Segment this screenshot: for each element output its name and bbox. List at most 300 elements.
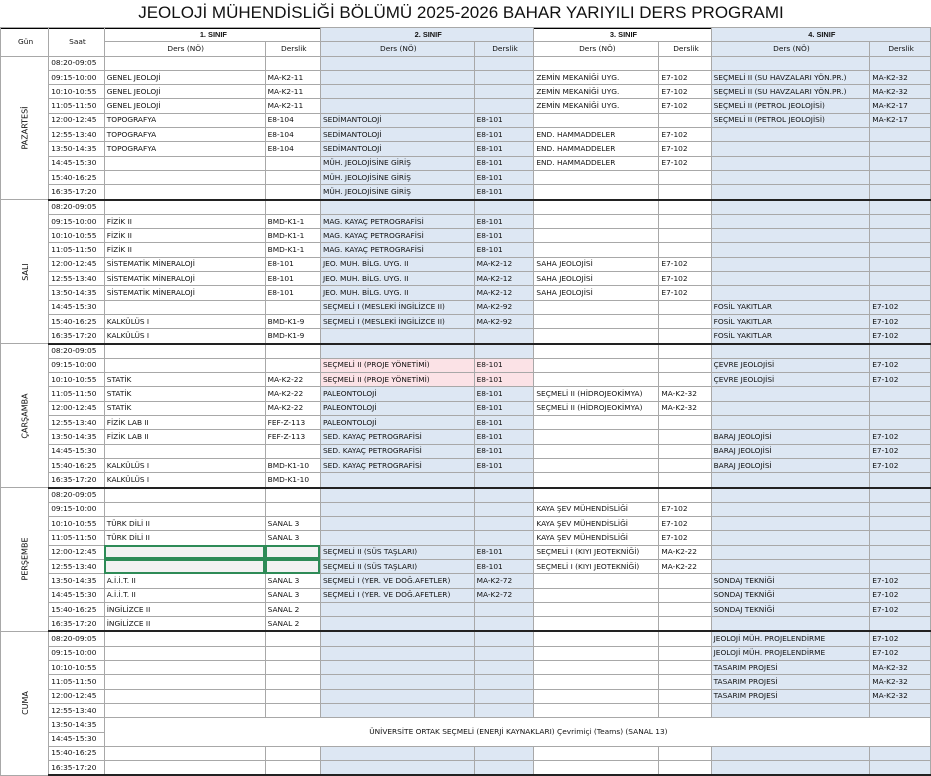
course-cell[interactable] <box>320 488 474 503</box>
time-slot[interactable]: 12:00-12:45 <box>49 113 105 127</box>
course-cell[interactable] <box>711 473 870 488</box>
day-label[interactable] <box>1 631 49 775</box>
room-cell[interactable]: MA-K2-32 <box>870 70 931 84</box>
time-slot[interactable]: 11:05-11:50 <box>49 531 105 545</box>
course-cell[interactable] <box>711 142 870 156</box>
room-cell[interactable]: E7-102 <box>659 517 711 531</box>
course-cell[interactable] <box>711 502 870 516</box>
room-cell[interactable] <box>659 373 711 387</box>
course-cell[interactable]: TOPOGRAFYA <box>104 113 265 127</box>
course-cell[interactable] <box>320 502 474 516</box>
course-cell[interactable]: FİZİK LAB II <box>104 430 265 444</box>
course-cell[interactable]: SEDİMANTOLOJİ <box>320 113 474 127</box>
room-cell[interactable] <box>870 272 931 286</box>
course-cell[interactable] <box>320 746 474 760</box>
time-slot[interactable]: 12:00-12:45 <box>49 545 105 559</box>
room-cell[interactable]: E7-102 <box>659 85 711 99</box>
room-cell[interactable]: MA-K2-32 <box>870 85 931 99</box>
course-cell[interactable] <box>320 617 474 632</box>
course-cell[interactable]: SEÇMELİ II (SU HAVZALARI YÖN.PR.) <box>711 70 870 84</box>
room-cell[interactable] <box>265 488 320 503</box>
course-cell[interactable] <box>534 689 659 703</box>
room-cell[interactable] <box>870 416 931 430</box>
room-cell[interactable] <box>659 358 711 372</box>
course-cell[interactable]: SAHA JEOLOJİSİ <box>534 286 659 300</box>
time-slot[interactable]: 13:50-14:35 <box>49 430 105 444</box>
course-cell[interactable] <box>320 344 474 359</box>
course-cell[interactable]: SİSTEMATİK MİNERALOJİ <box>104 286 265 300</box>
room-cell[interactable] <box>870 214 931 228</box>
course-cell[interactable]: SEÇMELİ I (YER. VE DOĞ.AFETLER) <box>320 574 474 588</box>
room-cell[interactable] <box>474 473 534 488</box>
course-cell[interactable]: FİZİK II <box>104 229 265 243</box>
course-cell[interactable] <box>711 761 870 776</box>
day-label[interactable] <box>1 488 49 632</box>
course-cell[interactable] <box>104 631 265 646</box>
course-cell[interactable] <box>711 746 870 760</box>
course-cell[interactable]: TOPOGRAFYA <box>104 128 265 142</box>
room-cell[interactable]: E8-101 <box>474 430 534 444</box>
day-label[interactable] <box>1 56 49 199</box>
room-cell[interactable]: SANAL 3 <box>265 574 320 588</box>
time-slot[interactable]: 10:10-10:55 <box>49 85 105 99</box>
room-cell[interactable] <box>870 502 931 516</box>
room-cell[interactable] <box>870 531 931 545</box>
time-slot[interactable]: 12:00-12:45 <box>49 401 105 415</box>
room-cell[interactable]: SANAL 3 <box>265 588 320 602</box>
time-slot[interactable]: 12:00-12:45 <box>49 689 105 703</box>
room-cell[interactable] <box>474 344 534 359</box>
room-cell[interactable] <box>265 56 320 70</box>
time-slot[interactable]: 16:35-17:20 <box>49 761 105 776</box>
room-cell[interactable]: E8-101 <box>474 401 534 415</box>
course-cell[interactable]: TÜRK DİLİ II <box>104 531 265 545</box>
room-cell[interactable] <box>870 243 931 257</box>
course-cell[interactable] <box>711 229 870 243</box>
time-slot[interactable]: 16:35-17:20 <box>49 617 105 632</box>
course-cell[interactable] <box>711 517 870 531</box>
time-slot[interactable]: 15:40-16:25 <box>49 458 105 472</box>
course-cell[interactable] <box>104 689 265 703</box>
room-cell[interactable]: MA-K2-22 <box>265 387 320 401</box>
room-cell[interactable]: BMD-K1-1 <box>265 229 320 243</box>
course-cell[interactable]: SED. KAYAÇ PETROGRAFİSİ <box>320 458 474 472</box>
course-cell[interactable]: SİSTEMATİK MİNERALOJİ <box>104 272 265 286</box>
course-cell[interactable]: PALEONTOLOJİ <box>320 416 474 430</box>
room-cell[interactable]: E7-102 <box>659 272 711 286</box>
room-cell[interactable]: E7-102 <box>870 574 931 588</box>
room-cell[interactable]: E8-101 <box>474 458 534 472</box>
room-cell[interactable] <box>265 631 320 646</box>
course-cell[interactable]: SEÇMELİ I (MESLEKİ İNGİLİZCE II) <box>320 314 474 328</box>
course-cell[interactable] <box>104 200 265 215</box>
course-cell[interactable]: SEÇMELİ II (PETROL JEOLOJİSİ) <box>711 99 870 113</box>
time-slot[interactable]: 16:35-17:20 <box>49 185 105 200</box>
room-cell[interactable]: E7-102 <box>659 531 711 545</box>
room-cell[interactable]: E7-102 <box>870 430 931 444</box>
course-cell[interactable] <box>534 574 659 588</box>
course-cell[interactable]: MAG. KAYAÇ PETROGRAFİSİ <box>320 243 474 257</box>
course-cell[interactable] <box>320 329 474 344</box>
room-cell[interactable] <box>265 675 320 689</box>
course-cell[interactable] <box>534 314 659 328</box>
course-cell[interactable] <box>104 661 265 675</box>
course-cell[interactable] <box>711 156 870 170</box>
room-cell[interactable]: E7-102 <box>659 99 711 113</box>
room-cell[interactable]: E7-102 <box>870 329 931 344</box>
time-slot[interactable]: 12:00-12:45 <box>49 257 105 271</box>
room-cell[interactable]: E7-102 <box>870 631 931 646</box>
time-slot[interactable]: 08:20-09:05 <box>49 631 105 646</box>
room-cell[interactable]: E8-101 <box>265 272 320 286</box>
room-cell[interactable]: MA-K2-22 <box>659 559 711 573</box>
room-cell[interactable]: E8-101 <box>474 416 534 430</box>
room-cell[interactable] <box>474 661 534 675</box>
room-cell[interactable]: E8-104 <box>265 113 320 127</box>
course-cell[interactable] <box>320 631 474 646</box>
room-cell[interactable]: MA-K2-32 <box>870 675 931 689</box>
room-cell[interactable] <box>659 458 711 472</box>
time-slot[interactable]: 10:10-10:55 <box>49 229 105 243</box>
course-cell[interactable] <box>534 214 659 228</box>
room-cell[interactable] <box>870 488 931 503</box>
time-slot[interactable]: 10:10-10:55 <box>49 661 105 675</box>
course-cell[interactable] <box>534 358 659 372</box>
room-cell[interactable]: SANAL 2 <box>265 602 320 616</box>
time-slot[interactable]: 11:05-11:50 <box>49 675 105 689</box>
course-cell[interactable]: SEÇMELİ II (SÜS TAŞLARI) <box>320 559 474 573</box>
time-slot[interactable]: 08:20-09:05 <box>49 200 105 215</box>
course-cell[interactable]: SONDAJ TEKNİĞİ <box>711 574 870 588</box>
room-cell[interactable]: MA-K2-12 <box>474 286 534 300</box>
course-cell[interactable] <box>534 761 659 776</box>
course-cell[interactable]: GENEL JEOLOJİ <box>104 85 265 99</box>
room-cell[interactable] <box>659 56 711 70</box>
course-cell[interactable] <box>711 401 870 415</box>
time-slot[interactable]: 14:45-15:30 <box>49 156 105 170</box>
course-cell[interactable]: ÇEVRE JEOLOJİSİ <box>711 358 870 372</box>
course-cell[interactable] <box>320 56 474 70</box>
course-cell[interactable]: SAHA JEOLOJİSİ <box>534 257 659 271</box>
time-slot[interactable]: 15:40-16:25 <box>49 170 105 184</box>
time-slot[interactable]: 12:55-13:40 <box>49 703 105 717</box>
course-cell[interactable]: GENEL JEOLOJİ <box>104 99 265 113</box>
course-cell[interactable]: KALKÜLÜS I <box>104 473 265 488</box>
room-cell[interactable] <box>870 703 931 717</box>
course-cell[interactable] <box>104 488 265 503</box>
course-cell[interactable]: MAG. KAYAÇ PETROGRAFİSİ <box>320 214 474 228</box>
room-cell[interactable]: E7-102 <box>870 602 931 616</box>
room-cell[interactable]: BMD-K1-9 <box>265 314 320 328</box>
room-cell[interactable]: E8-101 <box>474 142 534 156</box>
course-cell[interactable] <box>711 617 870 632</box>
course-cell[interactable]: SEÇMELİ II (SÜS TAŞLARI) <box>320 545 474 559</box>
room-cell[interactable] <box>474 200 534 215</box>
friday-note-cell[interactable]: ÜNİVERSİTE ORTAK SEÇMELİ (ENERJİ KAYNAKLARI) Çevrimiçi (Teams) (SANAL 13) <box>104 718 930 747</box>
room-cell[interactable] <box>474 617 534 632</box>
course-cell[interactable] <box>711 243 870 257</box>
course-cell[interactable] <box>320 200 474 215</box>
room-cell[interactable]: E8-101 <box>474 214 534 228</box>
room-cell[interactable] <box>870 128 931 142</box>
room-cell[interactable]: SANAL 2 <box>265 617 320 632</box>
room-cell[interactable]: MA-K2-12 <box>474 272 534 286</box>
course-cell[interactable]: SEÇMELİ II (HİDROJEOKİMYA) <box>534 387 659 401</box>
course-cell[interactable] <box>104 185 265 200</box>
room-cell[interactable] <box>474 85 534 99</box>
course-cell[interactable]: END. HAMMADDELER <box>534 128 659 142</box>
room-cell[interactable]: E7-102 <box>659 502 711 516</box>
room-cell[interactable]: MA-K2-32 <box>870 661 931 675</box>
room-cell[interactable] <box>659 170 711 184</box>
room-cell[interactable] <box>474 329 534 344</box>
course-cell[interactable]: SEDİMANTOLOJİ <box>320 142 474 156</box>
room-cell[interactable] <box>659 574 711 588</box>
room-cell[interactable] <box>265 646 320 660</box>
room-cell[interactable] <box>474 502 534 516</box>
room-cell[interactable]: BMD-K1-1 <box>265 243 320 257</box>
course-cell[interactable] <box>534 444 659 458</box>
course-cell[interactable]: SEÇMELİ I (YER. VE DOĞ.AFETLER) <box>320 588 474 602</box>
room-cell[interactable] <box>474 703 534 717</box>
course-cell[interactable]: FİZİK II <box>104 243 265 257</box>
course-cell[interactable] <box>534 473 659 488</box>
room-cell[interactable] <box>474 99 534 113</box>
course-cell[interactable] <box>534 488 659 503</box>
time-slot[interactable]: 09:15-10:00 <box>49 646 105 660</box>
room-cell[interactable] <box>659 185 711 200</box>
course-cell[interactable] <box>320 689 474 703</box>
course-cell[interactable]: KALKÜLÜS I <box>104 458 265 472</box>
room-cell[interactable] <box>474 56 534 70</box>
course-cell[interactable] <box>320 473 474 488</box>
room-cell[interactable] <box>474 70 534 84</box>
course-cell[interactable]: FOSİL YAKITLAR <box>711 314 870 328</box>
course-cell[interactable]: STATİK <box>104 373 265 387</box>
room-cell[interactable]: E7-102 <box>659 156 711 170</box>
time-slot[interactable]: 09:15-10:00 <box>49 70 105 84</box>
room-cell[interactable] <box>265 200 320 215</box>
room-cell[interactable] <box>870 286 931 300</box>
course-cell[interactable] <box>534 746 659 760</box>
course-cell[interactable] <box>104 761 265 776</box>
room-cell[interactable] <box>659 113 711 127</box>
course-cell[interactable]: SONDAJ TEKNİĞİ <box>711 588 870 602</box>
course-cell[interactable] <box>104 675 265 689</box>
room-cell[interactable]: E7-102 <box>659 257 711 271</box>
course-cell[interactable]: BARAJ JEOLOJİSİ <box>711 458 870 472</box>
course-cell[interactable] <box>534 416 659 430</box>
course-cell[interactable]: SEÇMELİ II (PROJE YÖNETİMİ) <box>320 358 474 372</box>
time-slot[interactable]: 14:45-15:30 <box>49 732 105 746</box>
room-cell[interactable]: FEF-Z-113 <box>265 430 320 444</box>
course-cell[interactable]: SEÇMELİ I (KIYI JEOTEKNİĞİ) <box>534 559 659 573</box>
room-cell[interactable] <box>265 689 320 703</box>
course-cell[interactable]: MÜH. JEOLOJİSİNE GİRİŞ <box>320 156 474 170</box>
time-slot[interactable]: 12:55-13:40 <box>49 416 105 430</box>
course-cell[interactable] <box>534 661 659 675</box>
course-cell[interactable]: KAYA ŞEV MÜHENDİSLİĞİ <box>534 531 659 545</box>
time-slot[interactable]: 09:15-10:00 <box>49 358 105 372</box>
course-cell[interactable]: İNGİLİZCE II <box>104 602 265 616</box>
course-cell[interactable] <box>534 344 659 359</box>
room-cell[interactable]: MA-K2-92 <box>474 314 534 328</box>
room-cell[interactable] <box>659 329 711 344</box>
room-cell[interactable]: MA-K2-72 <box>474 588 534 602</box>
room-cell[interactable]: E8-101 <box>474 170 534 184</box>
room-cell[interactable] <box>265 156 320 170</box>
room-cell[interactable] <box>870 746 931 760</box>
room-cell[interactable]: E7-102 <box>870 300 931 314</box>
room-cell[interactable]: BMD-K1-10 <box>265 458 320 472</box>
room-cell[interactable] <box>265 300 320 314</box>
time-slot[interactable]: 12:55-13:40 <box>49 559 105 573</box>
room-cell[interactable]: E8-101 <box>474 243 534 257</box>
room-cell[interactable]: E8-104 <box>265 128 320 142</box>
room-cell[interactable]: MA-K2-22 <box>659 545 711 559</box>
course-cell[interactable] <box>534 200 659 215</box>
course-cell[interactable] <box>320 661 474 675</box>
course-cell[interactable] <box>534 113 659 127</box>
course-cell[interactable]: TASARIM PROJESİ <box>711 689 870 703</box>
course-cell[interactable]: PALEONTOLOJİ <box>320 401 474 415</box>
room-cell[interactable] <box>265 170 320 184</box>
course-cell[interactable]: SEÇMELİ I (KIYI JEOTEKNİĞİ) <box>534 545 659 559</box>
time-slot[interactable]: 13:50-14:35 <box>49 286 105 300</box>
course-cell[interactable]: TASARIM PROJESİ <box>711 661 870 675</box>
time-slot[interactable]: 10:10-10:55 <box>49 517 105 531</box>
room-cell[interactable]: FEF-Z-113 <box>265 416 320 430</box>
room-cell[interactable]: E8-104 <box>265 142 320 156</box>
time-slot[interactable]: 12:55-13:40 <box>49 128 105 142</box>
time-slot[interactable]: 14:45-15:30 <box>49 300 105 314</box>
room-cell[interactable]: E7-102 <box>659 70 711 84</box>
course-cell[interactable] <box>534 329 659 344</box>
room-cell[interactable] <box>870 170 931 184</box>
time-slot[interactable]: 16:35-17:20 <box>49 329 105 344</box>
room-cell[interactable]: MA-K2-17 <box>870 99 931 113</box>
course-cell[interactable]: GENEL JEOLOJİ <box>104 70 265 84</box>
room-cell[interactable] <box>265 746 320 760</box>
room-cell[interactable] <box>265 502 320 516</box>
course-cell[interactable] <box>104 502 265 516</box>
room-cell[interactable] <box>659 646 711 660</box>
room-cell[interactable]: E8-101 <box>474 358 534 372</box>
course-cell[interactable]: STATİK <box>104 387 265 401</box>
room-cell[interactable] <box>265 444 320 458</box>
room-cell[interactable] <box>265 559 320 573</box>
course-cell[interactable]: END. HAMMADDELER <box>534 156 659 170</box>
course-cell[interactable] <box>320 517 474 531</box>
course-cell[interactable]: BARAJ JEOLOJİSİ <box>711 430 870 444</box>
room-cell[interactable] <box>659 488 711 503</box>
course-cell[interactable]: MAG. KAYAÇ PETROGRAFİSİ <box>320 229 474 243</box>
time-slot[interactable]: 16:35-17:20 <box>49 473 105 488</box>
course-cell[interactable]: SİSTEMATİK MİNERALOJİ <box>104 257 265 271</box>
room-cell[interactable] <box>659 588 711 602</box>
room-cell[interactable]: MA-K2-92 <box>474 300 534 314</box>
room-cell[interactable] <box>870 545 931 559</box>
course-cell[interactable] <box>320 761 474 776</box>
course-cell[interactable]: ZEMİN MEKANİĞİ UYG. <box>534 85 659 99</box>
room-cell[interactable]: BMD-K1-1 <box>265 214 320 228</box>
course-cell[interactable]: END. HAMMADDELER <box>534 142 659 156</box>
course-cell[interactable]: A.İ.İ.T. II <box>104 588 265 602</box>
room-cell[interactable] <box>870 185 931 200</box>
room-cell[interactable]: SANAL 3 <box>265 531 320 545</box>
course-cell[interactable]: SAHA JEOLOJİSİ <box>534 272 659 286</box>
course-cell[interactable]: SONDAJ TEKNİĞİ <box>711 602 870 616</box>
room-cell[interactable] <box>474 761 534 776</box>
course-cell[interactable]: SEÇMELİ II (SU HAVZALARI YÖN.PR.) <box>711 85 870 99</box>
time-slot[interactable]: 09:15-10:00 <box>49 214 105 228</box>
room-cell[interactable] <box>265 703 320 717</box>
room-cell[interactable]: E8-101 <box>474 128 534 142</box>
course-cell[interactable] <box>711 531 870 545</box>
time-slot[interactable]: 14:45-15:30 <box>49 588 105 602</box>
room-cell[interactable]: E8-101 <box>474 373 534 387</box>
room-cell[interactable] <box>870 517 931 531</box>
room-cell[interactable]: MA-K2-11 <box>265 85 320 99</box>
room-cell[interactable]: E8-101 <box>474 387 534 401</box>
course-cell[interactable]: İNGİLİZCE II <box>104 617 265 632</box>
time-slot[interactable]: 08:20-09:05 <box>49 344 105 359</box>
course-cell[interactable]: SED. KAYAÇ PETROGRAFİSİ <box>320 444 474 458</box>
room-cell[interactable]: E8-101 <box>474 156 534 170</box>
course-cell[interactable]: PALEONTOLOJİ <box>320 387 474 401</box>
room-cell[interactable]: E8-101 <box>474 113 534 127</box>
course-cell[interactable] <box>711 559 870 573</box>
course-cell[interactable]: MÜH. JEOLOJİSİNE GİRİŞ <box>320 170 474 184</box>
course-cell[interactable]: ZEMİN MEKANİĞİ UYG. <box>534 99 659 113</box>
room-cell[interactable]: E8-101 <box>474 559 534 573</box>
course-cell[interactable]: A.İ.İ.T. II <box>104 574 265 588</box>
course-cell[interactable]: SEÇMELİ II (PETROL JEOLOJİSİ) <box>711 113 870 127</box>
course-cell[interactable]: TOPOGRAFYA <box>104 142 265 156</box>
time-slot[interactable]: 15:40-16:25 <box>49 314 105 328</box>
day-label[interactable] <box>1 344 49 488</box>
room-cell[interactable] <box>659 675 711 689</box>
room-cell[interactable]: E8-101 <box>474 545 534 559</box>
room-cell[interactable] <box>870 344 931 359</box>
room-cell[interactable]: E7-102 <box>870 314 931 328</box>
day-label[interactable] <box>1 200 49 344</box>
course-cell[interactable]: SEÇMELİ II (PROJE YÖNETİMİ) <box>320 373 474 387</box>
course-cell[interactable]: SED. KAYAÇ PETROGRAFİSİ <box>320 430 474 444</box>
room-cell[interactable]: E7-102 <box>870 358 931 372</box>
room-cell[interactable]: E7-102 <box>870 373 931 387</box>
course-cell[interactable] <box>104 56 265 70</box>
room-cell[interactable] <box>659 416 711 430</box>
course-cell[interactable]: JEO. MUH. BİLG. UYG. II <box>320 257 474 271</box>
room-cell[interactable]: E8-101 <box>474 444 534 458</box>
course-cell[interactable] <box>534 646 659 660</box>
room-cell[interactable] <box>870 257 931 271</box>
course-cell[interactable] <box>104 703 265 717</box>
time-slot[interactable]: 11:05-11:50 <box>49 387 105 401</box>
course-cell[interactable]: FOSİL YAKITLAR <box>711 329 870 344</box>
room-cell[interactable] <box>659 344 711 359</box>
course-cell[interactable] <box>534 229 659 243</box>
course-cell[interactable] <box>711 214 870 228</box>
room-cell[interactable] <box>659 617 711 632</box>
room-cell[interactable] <box>659 661 711 675</box>
room-cell[interactable] <box>474 689 534 703</box>
room-cell[interactable]: MA-K2-32 <box>659 401 711 415</box>
course-cell[interactable] <box>320 703 474 717</box>
course-cell[interactable] <box>711 703 870 717</box>
time-slot[interactable]: 10:10-10:55 <box>49 373 105 387</box>
